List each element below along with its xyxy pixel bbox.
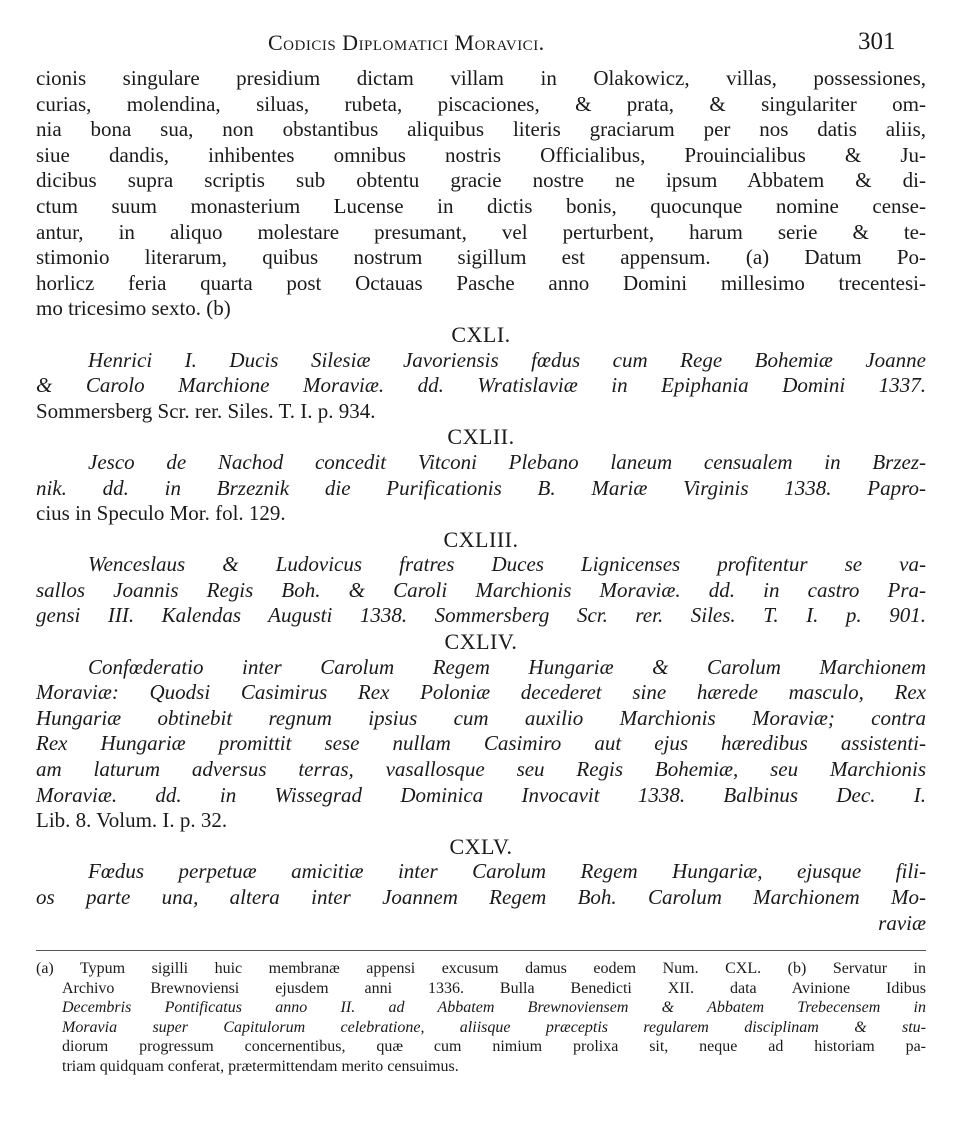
- text-line: Moraviæ. dd. in Wissegrad Dominica Invocavit 1338. Balbinus Dec. I.: [36, 782, 926, 807]
- text-line: antur, in aliquo molestare presumant, vel perturbent, harum serie & te-: [36, 219, 926, 244]
- text-line: am laturum adversus terras, vasallosque seu Regis Bohemiæ, seu Marchionis: [36, 757, 926, 782]
- footnote-line: (a) Typum sigilli huic membranæ appensi excusum damus eodem Num. CXL. (b) Servatur in: [36, 960, 926, 977]
- page-header: [0, 26, 960, 62]
- text-line: & Carolo Marchione Moraviæ. dd. Wratislaviæ in Epiphania Domini 1337.: [36, 373, 926, 398]
- text-line: cionis singulare presidium dictam villam in Olakowicz, villas, possessiones,: [36, 66, 926, 90]
- text-line: Sommersberg Scr. rer. Siles. T. I. p. 934.: [36, 398, 376, 423]
- footnotes: [36, 950, 926, 1076]
- text-line: stimonio literarum, quibus nostrum sigillum est appensum. (a) Datum Po-: [36, 245, 926, 270]
- text-line: raviæ: [878, 910, 926, 935]
- text-line: nik. dd. in Brzeznik die Purificationis B. Mariæ Virginis 1338. Papro-: [36, 475, 926, 500]
- text-line: Lib. 8. Volum. I. p. 32.: [36, 808, 228, 833]
- text-line: os parte una, altera inter Joannem Regem Boh. Carolum Marchionem Mo-: [36, 885, 926, 909]
- text-line: Rex Hungariæ promittit sese nullam Casimiro aut ejus hæredibus assistenti-: [36, 731, 926, 756]
- running-title: Codicis Diplomatici Moravici.: [268, 30, 545, 55]
- text-line: dicibus supra scriptis sub obtentu gracie nostre ne ipsum Abbatem & di-: [36, 168, 926, 193]
- text-line: CXLV.: [449, 833, 513, 859]
- text-line: ctum suum monasterium Lucense in dictis bonis, quocunque nomine cense-: [36, 193, 926, 218]
- footnote-line: Archivo Brewnoviensi ejusdem anni 1336. Bulla Benedicti XII. data Avinione Idibus: [62, 979, 926, 997]
- body-text: [36, 66, 926, 936]
- text-line: CXLII.: [447, 424, 515, 450]
- footnote-line: Moravia super Capitulorum celebratione, aliisque præceptis regularem disciplinam & stu-: [62, 1018, 926, 1036]
- text-line: mo tricesimo sexto. (b): [36, 296, 231, 321]
- text-line: Fœdus perpetuæ amicitiæ inter Carolum Regem Hungariæ, ejusque fili-: [88, 859, 926, 884]
- text-line: gensi III. Kalendas Augusti 1338. Sommersberg Scr. rer. Siles. T. I. p. 901.: [36, 603, 926, 628]
- footnote-line: triam quidquam conferat, prætermittendam merito censuimus.: [62, 1057, 459, 1075]
- footnote-line: diorum progressum concernentibus, quæ cum nimium prolixa sit, neque ad historiam pa-: [62, 1038, 926, 1055]
- page-number: 301: [858, 28, 896, 55]
- text-line: CXLIV.: [444, 629, 518, 655]
- text-line: curias, molendina, siluas, rubeta, piscaciones, & prata, & singulariter om-: [36, 91, 926, 116]
- text-line: Moraviæ: Quodsi Casimirus Rex Poloniæ decederet sine hærede masculo, Rex: [36, 680, 926, 705]
- footnote-line: Decembris Pontificatus anno II. ad Abbatem Brewnoviensem & Abbatem Trebecensem in: [62, 999, 926, 1016]
- text-line: cius in Speculo Mor. fol. 129.: [36, 501, 286, 526]
- text-line: Hungariæ obtinebit regnum ipsius cum auxilio Marchionis Moraviæ; contra: [36, 705, 926, 730]
- text-line: Jesco de Nachod concedit Vitconi Plebano laneum censualem in Brzez-: [88, 449, 926, 474]
- text-line: Confœderatio inter Carolum Regem Hungariæ & Carolum Marchionem: [88, 654, 926, 679]
- text-line: horlicz feria quarta post Octauas Pasche anno Domini millesimo trecentesi-: [36, 270, 926, 295]
- text-line: sallos Joannis Regis Boh. & Caroli Marchionis Moraviæ. dd. in castro Pra-: [36, 577, 926, 602]
- text-line: Wenceslaus & Ludovicus fratres Duces Lignicenses profitentur se va-: [88, 552, 926, 577]
- text-line: CXLI.: [451, 321, 511, 347]
- text-line: siue dandis, inhibentes omnibus nostris Officialibus, Prouincialibus & Ju-: [36, 142, 926, 167]
- text-line: CXLIII.: [443, 526, 519, 552]
- text-line: nia bona sua, non obstantibus aliquibus literis graciarum per nos datis aliis,: [36, 117, 926, 142]
- text-line: Henrici I. Ducis Silesiæ Javoriensis fœdus cum Rege Bohemiæ Joanne: [88, 347, 926, 372]
